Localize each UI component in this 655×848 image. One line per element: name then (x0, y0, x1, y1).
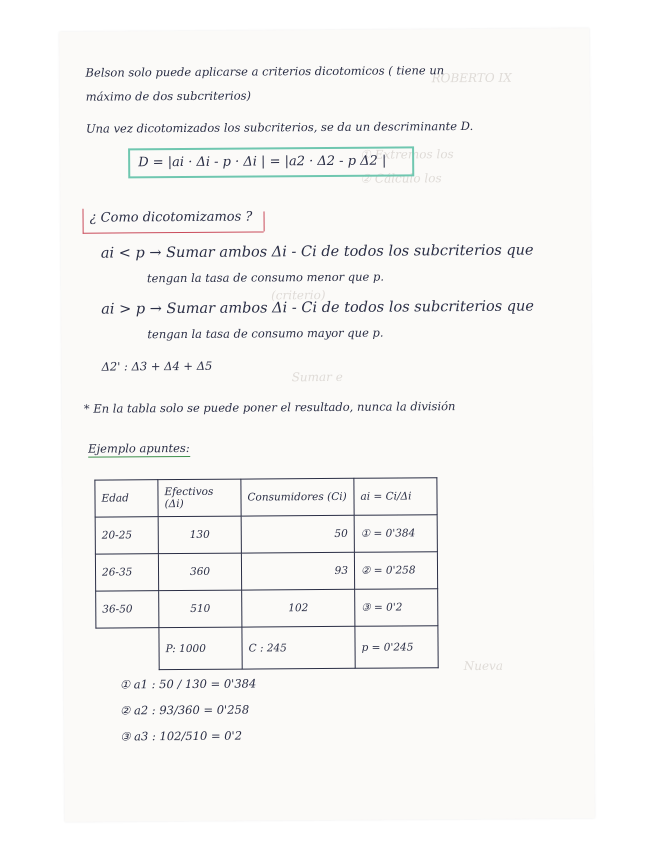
header-ratio: ai = Ci/Δi (354, 478, 437, 516)
notebook-page (59, 28, 595, 822)
example-heading-text: Ejemplo apuntes: (88, 440, 190, 456)
table-cell: 93 (241, 552, 354, 590)
table-cell: ① = 0'384 (354, 515, 437, 553)
table-cell: 20-25 (95, 517, 158, 554)
calc-2: ② a2 : 93/360 = 0'258 (119, 702, 250, 718)
table-cell: 26-35 (95, 554, 158, 591)
table-cell: 36-50 (96, 591, 159, 628)
bleed-through-1: ROBERTO IX (431, 70, 512, 86)
header-efectivos: Efectivos (Δi) (158, 479, 241, 517)
table-cell: 510 (159, 590, 242, 628)
header-consumidores: Consumidores (Ci) (241, 478, 354, 516)
table-note: * En la tabla solo se puede poner el resultado, nunca la división (83, 399, 456, 416)
rule-1-line-2: tengan la tasa de consumo menor que p. (146, 269, 385, 286)
rule-2-line-2: tengan la tasa de consumo mayor que p. (147, 325, 384, 342)
bleed-through-3: ② Cálculo los (360, 171, 442, 186)
table-cell: 102 (242, 589, 355, 627)
header-edad: Edad (95, 480, 158, 517)
bleed-through-4: (criterio) (271, 288, 326, 303)
bleed-through-2: ① Extremos los (360, 147, 454, 162)
totals-p: P: 1000 (159, 627, 242, 670)
calc-3: ③ a3 : 102/510 = 0'2 (120, 728, 243, 744)
table-cell: 50 (241, 515, 354, 553)
formula-text: D = |ai · Δi - p · Δi | = |a2 · Δ2 - p Δ2 | (138, 153, 387, 171)
calc-1: ① a1 : 50 / 130 = 0'384 (119, 676, 257, 692)
intro-line-2: máximo de dos subcriterios) (85, 88, 252, 104)
formula-box (128, 146, 414, 178)
totals-c: C : 245 (242, 626, 355, 669)
table-cell: ② = 0'258 (354, 552, 437, 590)
rule-1-line-1: ai < p → Sumar ambos Δi - Ci de todos los subcriterios que (100, 242, 534, 262)
data-table (94, 477, 438, 670)
discriminant-line: Una vez dicotomizados los subcriterios, se da un descriminante D. (85, 118, 474, 136)
example-heading (88, 441, 190, 456)
question-heading-box (82, 207, 263, 233)
bleed-through-6: Nueva (463, 658, 503, 674)
totals-ratio: p = 0'245 (355, 626, 438, 669)
table-cell: ③ = 0'2 (355, 589, 438, 627)
bleed-through-5: Sumar e (291, 369, 343, 385)
delta-equation: Δ2' : Δ3 + Δ4 + Δ5 (101, 358, 213, 374)
rule-2-line-1: ai > p → Sumar ambos Δi - Ci de todos los subcriterios que (101, 298, 534, 318)
table-cell: 130 (158, 516, 241, 554)
table-cell: 360 (158, 553, 241, 591)
intro-line-1: Belson solo puede aplicarse a criterios dicotomicos ( tiene un (85, 63, 445, 80)
question-heading: ¿ Como dicotomizamos ? (89, 209, 253, 226)
